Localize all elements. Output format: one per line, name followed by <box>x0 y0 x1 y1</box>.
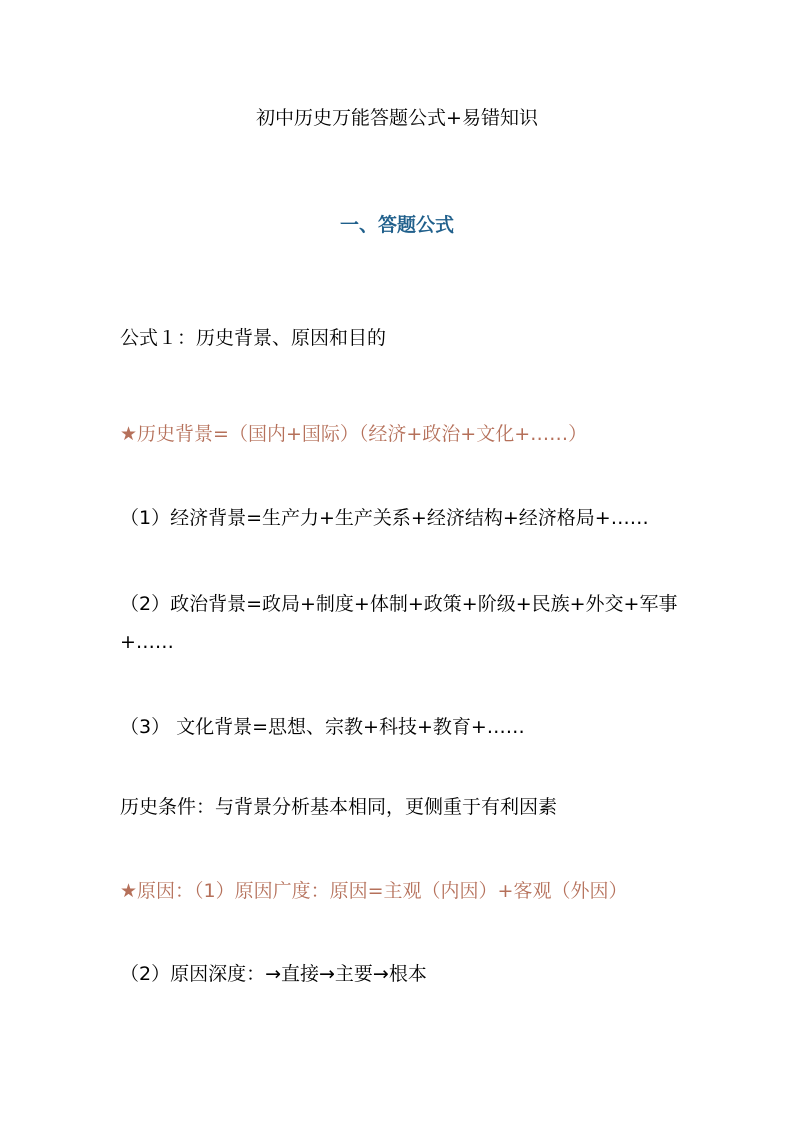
economic-background-line: （1）经济背景=生产力+生产关系+经济结构+经济格局+…… <box>120 507 649 529</box>
historical-conditions-line: 历史条件：与背景分析基本相同，更侧重于有利因素 <box>120 796 558 818</box>
formula-heading: 公式１：历史背景、原因和目的 <box>120 327 387 349</box>
historical-background-line: ★历史背景=（国内+国际）（经济+政治+文化+……） <box>120 423 588 445</box>
causes-breadth-line: ★原因：（1）原因广度：原因=主观（内因）+客观（外因） <box>120 880 628 902</box>
causes-depth-line: （2）原因深度：→直接→主要→根本 <box>120 963 427 985</box>
document-title: 初中历史万能答题公式+易错知识 <box>256 107 538 129</box>
section-heading: 一、答题公式 <box>339 214 454 236</box>
political-background-line: （2）政治背景=政局+制度+体制+政策+阶级+民族+外交+军事+…… <box>120 593 678 653</box>
cultural-background-line: （3） 文化背景=思想、宗教+科技+教育+…… <box>120 716 525 738</box>
